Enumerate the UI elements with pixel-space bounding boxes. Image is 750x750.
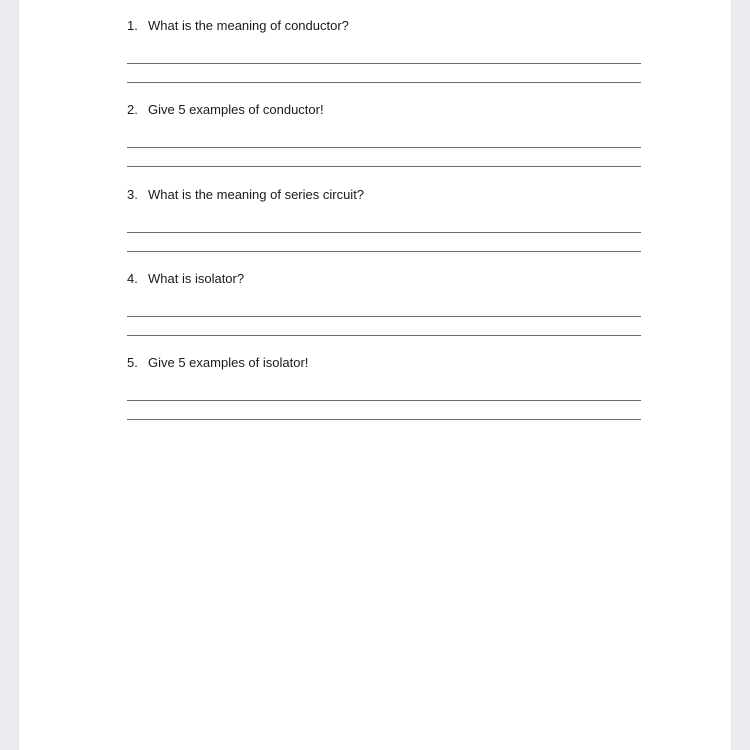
worksheet-page xyxy=(19,0,731,750)
answer-line[interactable] xyxy=(127,232,641,233)
answer-line[interactable] xyxy=(127,251,641,252)
question-number: 4. xyxy=(127,271,138,286)
answer-line[interactable] xyxy=(127,316,641,317)
question-text xyxy=(127,187,364,203)
answer-line[interactable] xyxy=(127,335,641,336)
answer-line[interactable] xyxy=(127,82,641,83)
question-text xyxy=(127,355,308,371)
answer-line[interactable] xyxy=(127,419,641,420)
question-number: 2. xyxy=(127,102,138,117)
question-number: 5. xyxy=(127,355,138,370)
question-text xyxy=(127,18,349,34)
question-text xyxy=(127,271,244,287)
answer-line[interactable] xyxy=(127,63,641,64)
question-label: What is isolator? xyxy=(148,271,245,286)
question-label: Give 5 examples of isolator! xyxy=(148,355,309,370)
answer-line[interactable] xyxy=(127,400,641,401)
answer-line[interactable] xyxy=(127,166,641,167)
question-number: 3. xyxy=(127,187,138,202)
question-text xyxy=(127,102,324,118)
question-label: What is the meaning of series circuit? xyxy=(148,187,365,202)
question-label: Give 5 examples of conductor! xyxy=(148,102,324,117)
question-label: What is the meaning of conductor? xyxy=(148,18,349,33)
answer-line[interactable] xyxy=(127,147,641,148)
question-number: 1. xyxy=(127,18,138,33)
